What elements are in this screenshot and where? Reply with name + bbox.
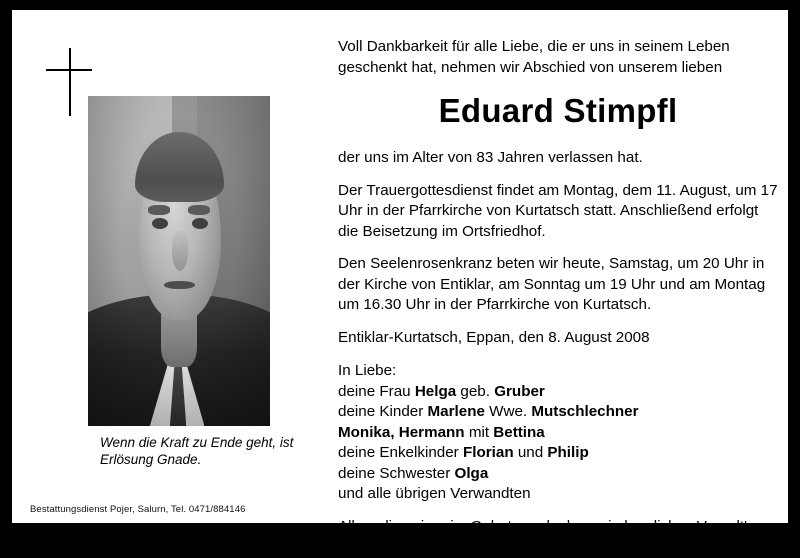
photo-caption: Wenn die Kraft zu Ende geht, ist Erlösung Gnade.	[100, 435, 294, 467]
family-line	[338, 484, 778, 505]
family-name: Bettina	[493, 423, 545, 441]
family-name: Florian	[462, 444, 514, 461]
family-name: Marlene	[427, 403, 485, 420]
family-text: geb.	[456, 382, 495, 400]
place-and-date: Entiklar-Kurtatsch, Eppan, den 8. August 2008	[338, 328, 650, 346]
family-text: Wwe.	[484, 403, 532, 420]
family-line	[338, 443, 778, 464]
age-line: der uns im Alter von 83 Jahren verlassen hat.	[338, 149, 643, 166]
family-text: mit	[464, 423, 494, 441]
family-name: Gruber	[494, 382, 545, 400]
family-name: Monika, Hermann	[338, 423, 465, 441]
family-text: und alle übrigen Verwandten	[338, 485, 531, 502]
portrait-vignette	[88, 96, 270, 426]
family-name: Philip	[547, 444, 589, 461]
family-lines	[338, 382, 778, 505]
service-paragraph: Der Trauergottesdienst findet am Montag, dem 11. August, um 17 Uhr in der Pfarrkirche von Kurtatsch statt. Anschließend erfolgt die Beisetzung im Ortsfriedhof.	[338, 181, 778, 240]
family-heading: In Liebe:	[338, 362, 397, 379]
right-column	[338, 36, 778, 558]
cross-horizontal-bar	[46, 69, 92, 71]
family-name: Olga	[454, 464, 489, 482]
left-column	[12, 10, 332, 523]
rosary-paragraph: Den Seelenrosenkranz beten wir heute, Samstag, um 20 Uhr in der Kirche von Entiklar, am Sonntag um 19 Uhr und am Montag um 16.30 Uhr in der Pfarrkirche von Kurtatsch.	[338, 255, 766, 313]
family-text: deine Kinder	[338, 403, 428, 420]
deceased-name: Eduard Stimpfl	[438, 92, 678, 129]
family-line	[338, 464, 778, 485]
family-text: und	[513, 444, 548, 461]
intro-text: Voll Dankbarkeit für alle Liebe, die er uns in seinem Leben geschenkt hat, nehmen wir Abschied von unserem lieben	[338, 38, 730, 76]
family-line	[338, 382, 778, 403]
closing-text: Allen, die seiner im Gebete gedenken, ein herzliches Vergelt's Gott.	[338, 517, 755, 555]
family-text: deine Frau	[338, 382, 415, 400]
family-block	[338, 361, 778, 505]
family-name: Mutschlechner	[531, 403, 639, 420]
funeral-service-credit: Bestattungsdienst Pojer, Salurn, Tel. 0471/884146	[30, 504, 246, 515]
family-line	[338, 402, 778, 423]
portrait-photo	[88, 96, 270, 426]
family-name: Helga	[414, 382, 457, 400]
cross-icon	[46, 48, 92, 116]
obituary-card	[12, 10, 788, 555]
family-text: deine Schwester	[338, 464, 455, 482]
family-line	[338, 423, 778, 444]
cross-vertical-bar	[69, 48, 71, 116]
family-text: deine Enkelkinder	[338, 444, 463, 461]
